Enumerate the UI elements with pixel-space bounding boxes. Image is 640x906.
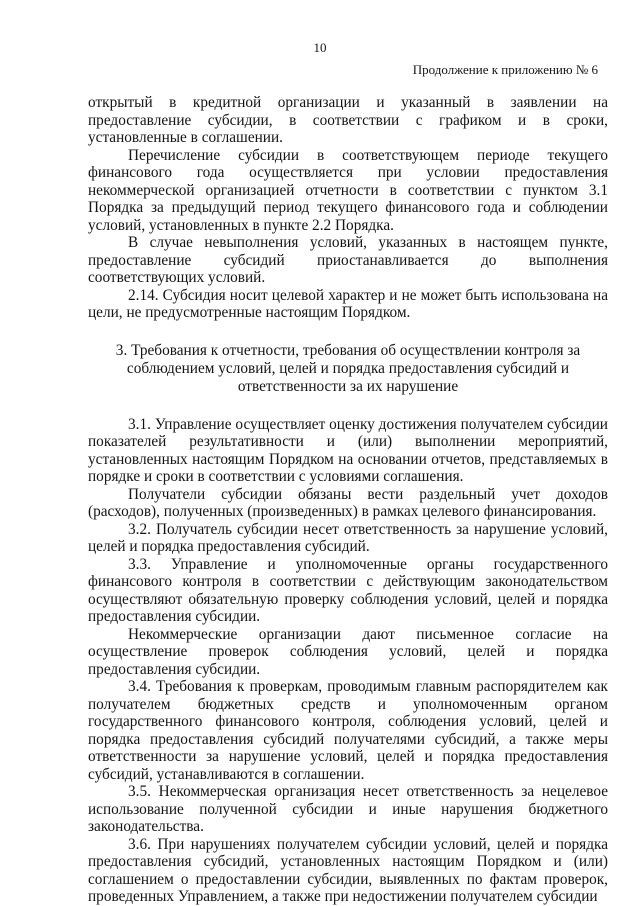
paragraph: Получатели субсидии обязаны вести раздельный учет доходов (расходов), полученных (произведенных) в рамках целевого финансирования. <box>88 485 608 520</box>
paragraph: 3.1. Управление осуществляет оценку достижения получателем субсидии показателей результативности и (или) выполнении мероприятий, установленных настоящим Порядком на основании отчетов, представляемых в порядке и сроки в соответствии с условиями соглашения. <box>88 415 608 485</box>
paragraph: 3.3. Управление и уполномоченные органы государственного финансового контроля в соответствии с действующим законодательством осуществляют обязательную проверку соблюдения условий, целей и порядка предоставления субсидии. <box>88 555 608 625</box>
paragraph: 3.5. Некоммерческая организация несет ответственность за нецелевое использование полученной субсидии и иные нарушения бюджетного законодательства. <box>88 783 608 835</box>
section-heading: 3. Требования к отчетности, требования об осуществлении контроля за соблюдением условий, целей и порядка предоставления субсидий и ответственности за их нарушение <box>115 341 581 395</box>
paragraph: Перечисление субсидии в соответствующем периоде текущего финансового года осуществляется при условии предоставления некоммерческой организацией отчетности в соответствии с пунктом 3.1 Порядка за предыдущий период текущего финансового года и соблюдении условий, установленных в пункте 2.2 Порядка. <box>88 146 608 234</box>
paragraph: В случае невыполнения условий, указанных в настоящем пункте, предоставление субсидий приостанавливается до выполнения соответствующих условий. <box>88 234 608 286</box>
paragraph: 3.2. Получатель субсидии несет ответственность за нарушение условий, целей и порядка предоставления субсидий. <box>88 520 608 555</box>
paragraph: Некоммерческие организации дают письменное согласие на осуществление проверок соблюдения условий, целей и порядка предоставления субсидии. <box>88 625 608 678</box>
appendix-continuation-note: Продолжение к приложению № 6 <box>412 62 598 77</box>
document-body <box>88 94 608 906</box>
paragraph: открытый в кредитной организации и указанный в заявлении на предоставление субсидии, в соответствии с графиком и в сроки, установленные в соглашении. <box>88 94 608 146</box>
page-number: 10 <box>313 40 327 55</box>
paragraph: 3.6. При нарушениях получателем субсидии условий, целей и порядка предоставления субсидий, установленных настоящим Порядком и (или) соглашением о предоставлении субсидии, выявленных по фактам проверок, проведенных Управлением, а также при недостижении получателем субсидии <box>88 835 608 905</box>
paragraph: 2.14. Субсидия носит целевой характер и не может быть использована на цели, не предусмотренные настоящим Порядком. <box>88 286 608 321</box>
paragraph: 3.4. Требования к проверкам, проводимым главным распорядителем как получателем бюджетных средств и уполномоченным органом государственного финансового контроля, соблюдения условий, целей и порядка предоставления субсидий получателями субсидий, а также меры ответственности за нарушение условий, целей и порядка предоставления субсидий, устанавливаются в соглашении. <box>88 678 608 783</box>
